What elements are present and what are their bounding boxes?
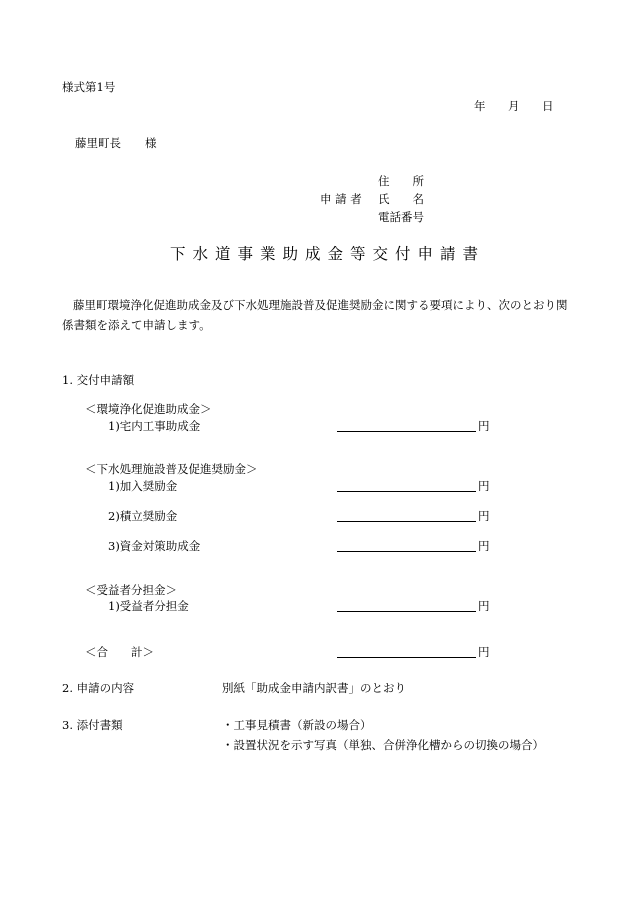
item-beneficiary-share: 1)受益者分担金 xyxy=(108,599,189,613)
date-month-label: 月 xyxy=(508,99,520,113)
group-environment-label: ＜環境浄化促進助成金＞ xyxy=(85,402,212,416)
group-sewage-label: ＜下水処理施設普及促進奨励金＞ xyxy=(85,462,258,476)
phone-label: 電話番号 xyxy=(378,210,424,224)
currency-yen: 円 xyxy=(478,509,490,523)
currency-yen: 円 xyxy=(478,645,490,659)
document-title: 下水道事業助成金等交付申請書 xyxy=(170,245,486,263)
intro-line-2: 係書類を添えて申請します。 xyxy=(62,318,211,332)
section2-value: 別紙「助成金申請内訳書」のとおり xyxy=(222,681,406,695)
item-savings-incentive: 2)積立奨励金 xyxy=(108,509,178,523)
currency-yen: 円 xyxy=(478,599,490,613)
currency-yen: 円 xyxy=(478,539,490,553)
section3-heading: 3. 添付書類 xyxy=(62,718,123,732)
applicant-label: 申 請 者 xyxy=(320,192,362,206)
amount-line-beneficiary-share[interactable] xyxy=(337,611,476,612)
intro-line-1: 藤里町環境浄化促進助成金及び下水処理施設普及促進奨励金に関する要項により、次のとおり関 xyxy=(73,298,568,312)
item-home-construction: 1)宅内工事助成金 xyxy=(108,419,201,433)
section2-heading: 2. 申請の内容 xyxy=(62,681,135,695)
total-label: ＜合 計＞ xyxy=(85,645,154,659)
date-day-label: 日 xyxy=(542,99,554,113)
date-year-label: 年 xyxy=(474,99,486,113)
currency-yen: 円 xyxy=(478,419,490,433)
amount-line-total[interactable] xyxy=(337,657,476,658)
amount-line-funding-subsidy[interactable] xyxy=(337,551,476,552)
honorific: 様 xyxy=(145,136,157,150)
currency-yen: 円 xyxy=(478,479,490,493)
form-number: 様式第1号 xyxy=(62,80,116,94)
amount-line-savings-incentive[interactable] xyxy=(337,521,476,522)
name-label: 氏 名 xyxy=(378,192,424,206)
item-joining-incentive: 1)加入奨励金 xyxy=(108,479,178,493)
address-label: 住 所 xyxy=(378,174,424,188)
section1-heading: 1. 交付申請額 xyxy=(62,373,135,387)
attachment-item-1: ・工事見積書（新設の場合） xyxy=(222,718,372,732)
addressee: 藤里町長 xyxy=(75,136,121,150)
amount-line-joining-incentive[interactable] xyxy=(337,491,476,492)
item-funding-subsidy: 3)資金対策助成金 xyxy=(108,539,201,553)
group-beneficiary-label: ＜受益者分担金＞ xyxy=(85,583,177,597)
amount-line-home-construction[interactable] xyxy=(337,431,476,432)
attachment-item-2: ・設置状況を示す写真（単独、合併浄化槽からの切換の場合） xyxy=(222,738,544,752)
